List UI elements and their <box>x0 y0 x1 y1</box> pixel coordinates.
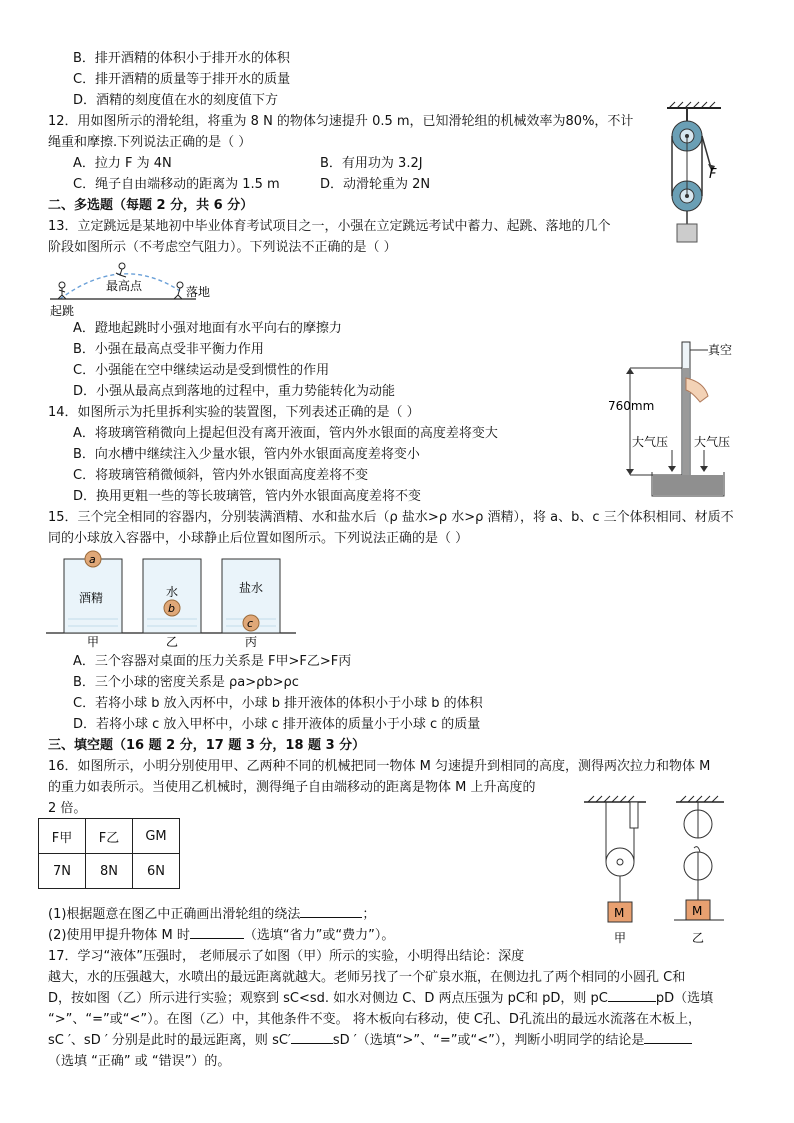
table-value-f-jia: 7N <box>39 854 86 889</box>
liquid-alcohol-label: 酒精 <box>79 591 104 605</box>
ball-c-label: c <box>247 617 254 630</box>
q15-option-d: D．若将小球 c 放入甲杯中，小球 c 排开液体的质量小于小球 c 的质量 <box>73 717 481 732</box>
q14-option-c: C．将玻璃管稍微倾斜，管内外水银面高度差将不变 <box>73 468 369 483</box>
q11-option-b: B．排开酒精的体积小于排开水的体积 <box>73 51 290 66</box>
q17-line2: 越大，水的压强越大，水喷出的最远距离就越大。老师另找了一个矿泉水瓶，在侧边扎了两个相同的小圆孔 C和 <box>48 970 686 985</box>
q16-stem-line1: 16．如图所示，小明分别使用甲、乙两种不同的机械把同一物体 M 匀速提升到相同的高度，测得两次拉力和物体 M <box>48 759 711 774</box>
q17-line6: （选填 “正确” 或 “错误”）的。 <box>48 1054 231 1069</box>
q16-force-table <box>38 818 180 889</box>
q17-line3-end: pD（选填 <box>655 991 714 1006</box>
table-value-g-m: 6N <box>133 854 180 889</box>
ball-b-label: b <box>168 602 175 615</box>
q12-stem-line2: 绳重和摩擦.下列说法正确的是（ ） <box>48 135 252 150</box>
q16-sub2-text: (2)使用甲提升物体 M 时 <box>48 928 190 943</box>
q12-option-a: A．拉力 F 为 4N <box>73 156 172 171</box>
pulley-force-label: F <box>709 167 717 182</box>
q17-line5-text: sC ′、sD ′ 分别是此时的最远距离，则 sC′ <box>48 1033 291 1048</box>
liquid-water-label: 水 <box>166 585 179 599</box>
q13-option-d: D．小强从最高点到落地的过程中，重力势能转化为动能 <box>73 384 396 399</box>
q15-option-b: B．三个小球的密度关系是 ρa>ρb>ρc <box>73 675 299 690</box>
q17-line5-mid: sD ′（选填“>”、“=”或“<”），判断小明同学的结论是 <box>332 1033 645 1048</box>
container-yi-label: 乙 <box>166 635 179 649</box>
liquid-brine-label: 盐水 <box>239 581 264 595</box>
q15-stem-line1: 15．三个完全相同的容器内，分别装满酒精、水和盐水后（ρ 盐水>ρ 水>ρ 酒精），将 a、b、c 三个体积相同、材质不 <box>48 510 734 525</box>
vacuum-label: 真空 <box>708 343 732 357</box>
q17-line3-text: D，按如图（乙）所示进行实验；观察到 sC<sd. 如水对侧边 C、D 两点压强为 pC和 pD，则 pC <box>48 991 608 1006</box>
table-header-f-jia: F甲 <box>39 819 86 854</box>
table-header-f-yi: F乙 <box>86 819 133 854</box>
q17-blank-conclusion[interactable] <box>644 1043 692 1044</box>
q15-option-c: C．若将小球 b 放入丙杯中，小球 b 排开液体的体积小于小球 b 的体积 <box>73 696 483 711</box>
long-jump-land-label: 落地 <box>186 285 211 299</box>
q15-option-a: A．三个容器对桌面的压力关系是 F甲>F乙>F丙 <box>73 654 352 669</box>
q12-option-d: D．动滑轮重为 2N <box>320 177 431 192</box>
figure-jia-label: 甲 <box>614 931 627 945</box>
q16-sub1-answer-blank[interactable] <box>300 917 362 918</box>
table-header-g-m: GM <box>133 819 180 854</box>
container-jia-label: 甲 <box>87 635 100 649</box>
q16-sub1-end: ； <box>362 907 376 922</box>
three-containers-figure <box>46 547 298 649</box>
q16-sub1-text: (1)根据题意在图乙中正确画出滑轮组的绕法 <box>48 907 301 922</box>
long-jump-figure <box>46 257 246 319</box>
q16-sub2-end: （选填“省力”或“费力”）。 <box>243 928 395 943</box>
q17-line3 <box>48 990 713 1008</box>
q16-sub2-answer-blank[interactable] <box>190 938 244 939</box>
q12-option-c: C．绳子自由端移动的距离为 1.5 m <box>73 177 280 192</box>
table-value-f-yi: 8N <box>86 854 133 889</box>
q13-option-b: B．小强在最高点受非平衡力作用 <box>73 342 264 357</box>
q16-stem-line2: 的重力如表所示。当使用乙机械时，测得绳子自由端移动的距离是物体 M 上升高度的 <box>48 780 536 795</box>
long-jump-top-label: 最高点 <box>106 279 143 293</box>
q14-option-b: B．向水槽中继续注入少量水银，管内外水银面高度差将变小 <box>73 447 420 462</box>
q16-sub1 <box>48 906 375 924</box>
container-bing-label: 丙 <box>245 635 258 649</box>
q17-line1: 17．学习“液体”压强时， 老师展示了如图（甲）所示的实验，小明得出结论：深度 <box>48 949 525 964</box>
atmospheric-pressure-left-label: 大气压 <box>632 435 669 449</box>
q14-option-d: D．换用更粗一些的等长玻璃管，管内外水银面高度差将不变 <box>73 489 422 504</box>
q13-stem-line2: 阶段如图所示（不考虑空气阻力）。下列说法不正确的是（ ） <box>48 240 397 255</box>
q12-stem-line1: 12．用如图所示的滑轮组，将重为 8 N 的物体匀速提升 0.5 m，已知滑轮组的机械效率为80%，不计 <box>48 114 634 129</box>
pulley-block-figure <box>655 100 725 248</box>
height-760mm-label: 760mm <box>608 399 655 413</box>
q15-stem-line2: 同的小球放入容器中，小球静止后位置如图所示。下列说法正确的是（ ） <box>48 531 469 546</box>
q13-option-c: C．小强能在空中继续运动是受到惯性的作用 <box>73 363 330 378</box>
q17-line5 <box>48 1032 692 1050</box>
ball-a-label: a <box>89 553 96 566</box>
q16-stem-line3: 2 倍。 <box>48 801 87 816</box>
q12-option-b: B．有用功为 3.2J <box>320 156 423 171</box>
q17-line4: “>”、“=”或“<”）。在图（乙）中，其他条件不变。 将木板向右移动，使 C孔、D孔流出的最远水流落在木板上， <box>48 1012 701 1027</box>
object-m-label-yi: M <box>692 904 703 918</box>
q16-pulleys-figure <box>584 792 734 952</box>
section-3-heading: 三、填空题（16 题 2 分，17 题 3 分，18 题 3 分） <box>48 738 366 753</box>
torricelli-figure <box>608 338 732 500</box>
q16-sub2 <box>48 927 394 945</box>
figure-yi-label: 乙 <box>692 931 705 945</box>
object-m-label-jia: M <box>614 906 625 920</box>
section-2-heading: 二、多选题（每题 2 分，共 6 分） <box>48 198 254 213</box>
q17-blank-distance[interactable] <box>291 1043 333 1044</box>
long-jump-start-label: 起跳 <box>50 304 75 318</box>
q13-option-a: A．蹬地起跳时小强对地面有水平向右的摩擦力 <box>73 321 342 336</box>
q11-option-c: C．排开酒精的质量等于排开水的质量 <box>73 72 291 87</box>
q17-blank-pressure[interactable] <box>608 1001 656 1002</box>
q14-stem: 14．如图所示为托里拆利实验的装置图，下列表述正确的是（ ） <box>48 405 420 420</box>
q14-option-a: A．将玻璃管稍微向上提起但没有离开液面，管内外水银面的高度差将变大 <box>73 426 498 441</box>
q13-stem-line1: 13．立定跳远是某地初中毕业体育考试项目之一，小强在立定跳远考试中蓄力、起跳、落地的几个 <box>48 219 611 234</box>
atmospheric-pressure-right-label: 大气压 <box>694 435 731 449</box>
q11-option-d: D．酒精的刻度值在水的刻度值下方 <box>73 93 279 108</box>
